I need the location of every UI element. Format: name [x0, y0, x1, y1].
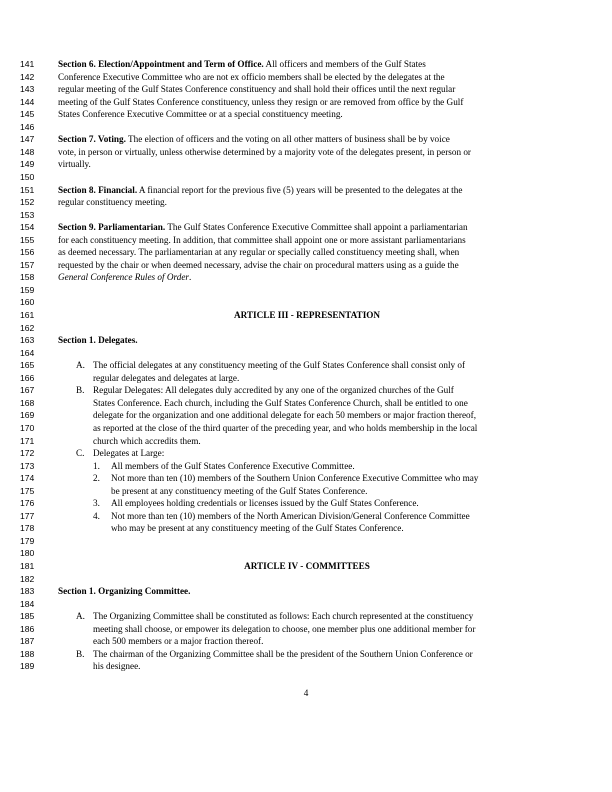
- list-marker: 2.: [93, 473, 100, 484]
- text-run: for each constituency meeting. In addition, that committee shall appoint one or more assistant parliamentarians: [58, 234, 466, 245]
- list-marker: A.: [76, 611, 85, 622]
- line-text: [111, 497, 419, 510]
- document-line: [0, 334, 612, 347]
- document-line: [0, 522, 612, 535]
- text-run: The official delegates at any constituency meeting of the Gulf States Conference shall consist only of: [93, 360, 466, 371]
- line-text: [58, 108, 343, 121]
- list-marker: 4.: [93, 510, 100, 521]
- text-run: vote, in person or virtually, unless otherwise determined by a majority vote of the delegates present, in person or: [58, 146, 471, 157]
- line-text: [58, 184, 462, 197]
- text-run: All officers and members of the Gulf States: [263, 59, 426, 69]
- line-number: 148: [20, 146, 35, 157]
- line-number: 184: [20, 598, 35, 609]
- document-line: [0, 271, 612, 284]
- line-number: 175: [20, 485, 35, 496]
- document-line: [0, 171, 612, 184]
- line-text: [93, 409, 476, 422]
- document-line: [0, 221, 612, 234]
- text-run: his designee.: [93, 661, 141, 672]
- document-line: [0, 485, 612, 498]
- bold-text: Section 7. Voting.: [58, 134, 126, 145]
- line-number: 149: [20, 159, 35, 170]
- line-number: 151: [20, 184, 35, 195]
- bold-text: Section 1. Organizing Committee.: [58, 586, 191, 597]
- line-number: 188: [20, 648, 35, 659]
- document-line: [0, 460, 612, 473]
- list-marker: A.: [76, 360, 85, 371]
- line-number: 170: [20, 422, 35, 433]
- document-line: [0, 447, 612, 460]
- line-number: 154: [20, 222, 35, 233]
- list-marker: 1.: [93, 460, 100, 471]
- document-line: [0, 648, 612, 661]
- text-run: be present at any constituency meeting of the Gulf States Conference.: [111, 485, 368, 496]
- document-line: [0, 322, 612, 335]
- document-line: [0, 472, 612, 485]
- bold-text: Section 6. Election/Appointment and Term of Office.: [58, 59, 264, 69]
- text-run: States Conference. Each church, including the Gulf States Conference Church, shall be entitled to one: [93, 397, 468, 408]
- line-text: [111, 522, 404, 535]
- bold-text: Section 9. Parliamentarian.: [58, 222, 166, 233]
- document-line: [0, 259, 612, 272]
- document-line: [0, 510, 612, 523]
- line-number: 169: [20, 410, 35, 421]
- line-number: 162: [20, 322, 35, 333]
- text-run: Not more than ten (10) members of the North American Division/General Conference Committee: [111, 510, 470, 521]
- list-marker: 3.: [93, 498, 100, 509]
- line-text: [58, 196, 167, 209]
- text-run: as reported at the close of the third quarter of the preceding year, and who holds membership in the local: [93, 422, 478, 433]
- line-number: 150: [20, 171, 35, 182]
- document-line: [0, 497, 612, 510]
- document-line: [0, 347, 612, 360]
- line-text: [58, 146, 471, 159]
- list-marker: C.: [76, 448, 85, 459]
- text-run: The Organizing Committee shall be constituted as follows: Each church represented at the constituency: [93, 611, 474, 622]
- line-number: 164: [20, 347, 35, 358]
- line-number: 156: [20, 247, 35, 258]
- document-line: [0, 409, 612, 422]
- text-run: The election of officers and the voting on all other matters of business shall be by voice: [125, 134, 450, 145]
- line-number: 171: [20, 435, 35, 446]
- text-run: All members of the Gulf States Conference Executive Committee.: [111, 460, 355, 471]
- italic-text: General Conference Rules of Order: [58, 272, 189, 283]
- document-line: [0, 96, 612, 109]
- document-line: [0, 246, 612, 259]
- text-run: States Conference Executive Committee or at a special constituency meeting.: [58, 109, 343, 120]
- line-text: [58, 259, 459, 272]
- line-number: 145: [20, 109, 35, 120]
- line-text: [58, 334, 138, 347]
- line-number: 174: [20, 473, 35, 484]
- document-line: [0, 623, 612, 636]
- document-line: [0, 573, 612, 586]
- line-number: 158: [20, 272, 35, 283]
- text-run: A financial report for the previous five (5) years will be presented to the delegates at the: [137, 184, 463, 195]
- text-run: meeting of the Gulf States Conference constituency, unless they resign or are removed from office by the Gulf: [58, 96, 464, 107]
- line-number: 167: [20, 385, 35, 396]
- line-text: [93, 397, 468, 410]
- line-text: [58, 83, 455, 96]
- document-line: [0, 397, 612, 410]
- line-number: 173: [20, 460, 35, 471]
- document-line: [0, 146, 612, 159]
- line-number: 166: [20, 372, 35, 383]
- document-line: [0, 71, 612, 84]
- document-line: [0, 121, 612, 134]
- line-text: [58, 271, 191, 284]
- line-number: 163: [20, 335, 35, 346]
- document-line: [0, 435, 612, 448]
- document-line: [0, 234, 612, 247]
- document-line: [0, 598, 612, 611]
- text-run: The chairman of the Organizing Committee shall be the president of the Southern Union Conference or: [93, 648, 473, 659]
- document-line: [0, 184, 612, 197]
- document-line: [0, 284, 612, 297]
- line-number: 146: [20, 121, 35, 132]
- line-number: 159: [20, 284, 35, 295]
- line-number: 143: [20, 84, 35, 95]
- document-line: [0, 560, 612, 573]
- document-line: [0, 422, 612, 435]
- text-run: ARTICLE III - REPRESENTATION: [233, 310, 381, 320]
- line-number: 161: [20, 310, 35, 320]
- text-run: as deemed necessary. The parliamentarian at any regular or specially called constituency meeting shall, when: [58, 247, 460, 258]
- line-text: [93, 610, 473, 623]
- line-number: 168: [20, 397, 35, 408]
- document-line: [0, 585, 612, 598]
- line-text: [93, 648, 473, 661]
- line-number: 176: [20, 498, 35, 509]
- line-text: [93, 635, 263, 648]
- article-heading: [58, 309, 556, 322]
- document-line: [0, 660, 612, 673]
- document-line: [0, 535, 612, 548]
- line-number: 142: [20, 71, 35, 82]
- document-line: [0, 610, 612, 623]
- text-run: Conference Executive Committee who are not ex officio members shall be elected by the delegates at the: [58, 71, 445, 82]
- text-run: regular delegates and delegates at large.: [93, 372, 240, 383]
- document-line: [0, 108, 612, 121]
- line-number: 172: [20, 448, 35, 459]
- line-text: [58, 234, 466, 247]
- text-run: All employees holding credentials or licenses issued by the Gulf States Conference.: [111, 498, 419, 509]
- line-number: 180: [20, 548, 35, 559]
- text-run: who may be present at any constituency meeting of the Gulf States Conference.: [111, 523, 404, 534]
- line-text: [93, 447, 164, 460]
- document-line: [0, 133, 612, 146]
- line-text: [58, 158, 91, 171]
- text-run: church which accredits them.: [93, 435, 201, 446]
- text-run: The Gulf States Conference Executive Committee shall appoint a parliamentarian: [165, 222, 468, 233]
- line-text: [111, 460, 355, 473]
- document-line: [0, 372, 612, 385]
- line-number: 141: [20, 59, 35, 69]
- document-line: [0, 209, 612, 222]
- line-number: 189: [20, 661, 35, 672]
- text-run: Not more than ten (10) members of the Southern Union Conference Executive Committee who may: [111, 473, 479, 484]
- text-run: ARTICLE IV - COMMITTEES: [244, 561, 370, 571]
- line-text: [58, 585, 190, 598]
- line-number: 179: [20, 535, 35, 546]
- line-text: [58, 96, 463, 109]
- line-number: 160: [20, 297, 35, 308]
- line-number: 155: [20, 234, 35, 245]
- page-number: 4: [303, 688, 309, 698]
- line-text: [93, 384, 454, 397]
- line-number: 153: [20, 209, 35, 220]
- line-number: 186: [20, 623, 35, 634]
- text-run: Regular Delegates: All delegates duly accredited by any one of the organized churches of the Gulf: [93, 385, 454, 396]
- line-text: [93, 435, 201, 448]
- line-number: 152: [20, 197, 35, 208]
- line-number: 181: [20, 561, 35, 571]
- text-run: delegate for the organization and one additional delegate for each 50 members or major fraction thereof,: [93, 410, 476, 421]
- document-line: [0, 384, 612, 397]
- document-line: [0, 158, 612, 171]
- line-text: [111, 472, 478, 485]
- list-marker: B.: [76, 648, 85, 659]
- document-line: [0, 83, 612, 96]
- line-text: [111, 485, 367, 498]
- line-number: 147: [20, 134, 35, 145]
- line-text: [58, 221, 468, 234]
- line-number: 165: [20, 360, 35, 371]
- bold-text: Section 1. Delegates.: [58, 335, 138, 346]
- line-number: 183: [20, 586, 35, 597]
- document-line: [0, 196, 612, 209]
- text-run: .: [188, 272, 192, 283]
- line-number: 182: [20, 573, 35, 584]
- bold-text: Section 8. Financial.: [58, 184, 138, 195]
- line-text: [111, 510, 470, 523]
- document-line: [0, 635, 612, 648]
- line-text: [93, 372, 239, 385]
- line-number: 144: [20, 96, 35, 107]
- document-line: [0, 296, 612, 309]
- document-line: [0, 547, 612, 560]
- document-line: [0, 58, 612, 71]
- list-marker: B.: [76, 385, 85, 396]
- document-line: [0, 309, 612, 322]
- line-number: 187: [20, 636, 35, 647]
- line-text: [58, 71, 445, 84]
- line-text: [93, 660, 140, 673]
- text-run: regular constituency meeting.: [58, 197, 167, 208]
- line-text: [58, 246, 459, 259]
- text-run: requested by the chair or when deemed necessary, advise the chair on procedural matters using as a guide the: [58, 259, 459, 270]
- line-number: 178: [20, 523, 35, 534]
- text-run: Delegates at Large:: [93, 448, 165, 459]
- document-line: [0, 359, 612, 372]
- text-run: regular meeting of the Gulf States Conference constituency and shall hold their offices until the next regular: [58, 84, 456, 95]
- line-text: [58, 58, 426, 71]
- text-run: virtually.: [58, 159, 91, 170]
- line-number: 157: [20, 259, 35, 270]
- line-number: 185: [20, 611, 35, 622]
- article-heading: [58, 560, 556, 573]
- line-text: [58, 133, 450, 146]
- text-run: each 500 members or a major fraction thereof.: [93, 636, 264, 647]
- text-run: meeting shall choose, or empower its delegation to choose, one member plus one additional member for: [93, 623, 476, 634]
- line-text: [93, 623, 475, 636]
- line-text: [93, 422, 477, 435]
- line-number: 177: [20, 510, 35, 521]
- line-text: [93, 359, 465, 372]
